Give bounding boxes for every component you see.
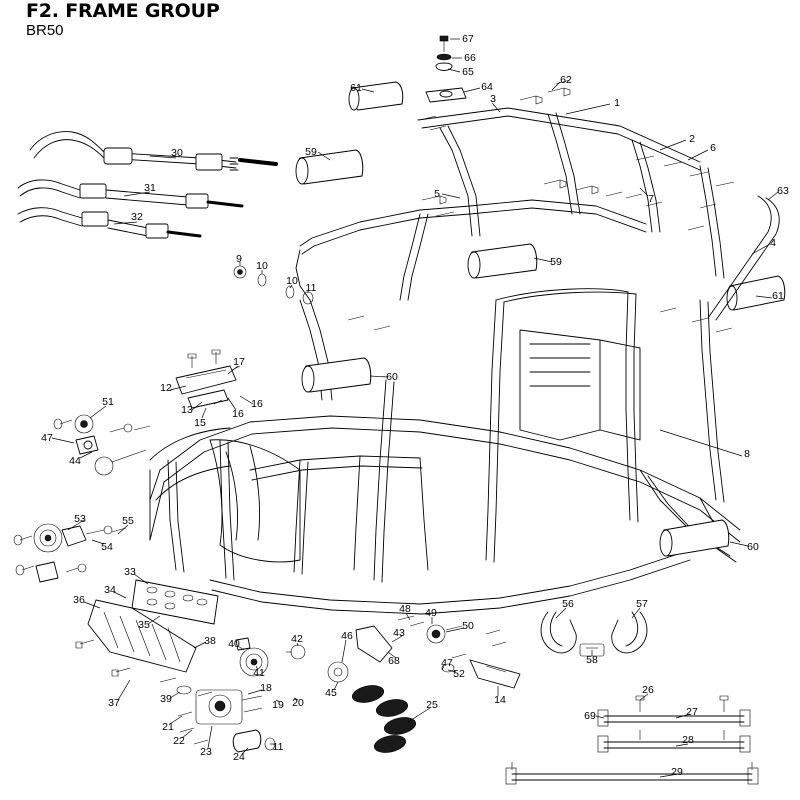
callout-number: 60 (386, 370, 398, 383)
callout-number: 62 (560, 73, 572, 86)
callout-number: 38 (204, 634, 216, 647)
callout-number: 59 (550, 255, 562, 268)
callout-number: 42 (291, 632, 303, 645)
callout-number: 16 (251, 397, 263, 410)
callout-number: 24 (233, 750, 245, 763)
callout-number: 11 (305, 281, 317, 294)
callout-number: 45 (325, 686, 337, 699)
callout-number: 41 (253, 666, 265, 679)
callout-number: 40 (228, 637, 240, 650)
callout-number: 13 (181, 403, 193, 416)
leader-lines (52, 39, 778, 777)
seat (210, 440, 300, 562)
callout-number: 19 (272, 698, 284, 711)
callout-number: 33 (124, 565, 136, 578)
callout-number: 44 (69, 454, 81, 467)
callout-number: 27 (686, 705, 698, 718)
callout-number: 30 (171, 146, 183, 159)
callout-number: 47 (441, 656, 453, 669)
callout-number: 52 (453, 667, 465, 680)
callout-number: 50 (462, 619, 474, 632)
callout-number: 18 (260, 681, 272, 694)
callout-number: 8 (744, 447, 750, 460)
callout-number: 66 (464, 51, 476, 64)
callout-number: 5 (434, 187, 440, 200)
callout-number: 39 (160, 692, 172, 705)
callout-number: 7 (648, 192, 654, 205)
callout-number: 12 (160, 381, 172, 394)
callout-number: 68 (388, 654, 400, 667)
callout-number: 4 (770, 236, 776, 249)
callout-number: 64 (481, 80, 493, 93)
callout-number: 20 (292, 696, 304, 709)
callout-number: 69 (584, 709, 596, 722)
callout-number: 3 (490, 92, 496, 105)
callout-number: 25 (426, 698, 438, 711)
callout-number: 35 (138, 618, 150, 631)
callout-number: 28 (682, 733, 694, 746)
callout-number: 43 (393, 626, 405, 639)
page-subtitle: BR50 (26, 21, 64, 39)
callout-number: 54 (101, 540, 113, 553)
callout-number: 11 (272, 740, 284, 753)
callout-number: 46 (341, 629, 353, 642)
callout-number: 49 (425, 606, 437, 619)
callout-number: 9 (236, 252, 242, 265)
callout-number: 36 (73, 593, 85, 606)
page-title: F2. FRAME GROUP (26, 0, 220, 22)
callout-number: 17 (233, 355, 245, 368)
callout-number: 61 (772, 289, 784, 302)
callout-number: 47 (41, 431, 53, 444)
callout-number: 6 (710, 141, 716, 154)
main-chassis (150, 289, 740, 614)
callout-number: 32 (131, 210, 143, 223)
callout-number: 53 (74, 512, 86, 525)
callout-number: 21 (162, 720, 174, 733)
callout-number: 65 (462, 65, 474, 78)
callout-number: 26 (642, 683, 654, 696)
callout-number: 14 (494, 693, 506, 706)
callout-number: 10 (256, 259, 268, 272)
callout-number: 61 (350, 81, 362, 94)
callout-number: 31 (144, 181, 156, 194)
callout-number: 59 (305, 145, 317, 158)
callout-number: 60 (747, 540, 759, 553)
callout-number: 63 (777, 184, 789, 197)
callout-number: 48 (399, 602, 411, 615)
callout-number: 22 (173, 734, 185, 747)
callout-number: 57 (636, 597, 648, 610)
callout-number: 67 (462, 32, 474, 45)
callout-number: 15 (194, 416, 206, 429)
callout-number: 55 (122, 514, 134, 527)
callout-number: 37 (108, 696, 120, 709)
callout-number: 56 (562, 597, 574, 610)
callout-number: 10 (286, 274, 298, 287)
callout-number: 34 (104, 583, 116, 596)
callout-number: 51 (102, 395, 114, 408)
callout-number: 16 (232, 407, 244, 420)
callout-number: 29 (671, 765, 683, 778)
callout-number: 58 (586, 653, 598, 666)
upper-cross-hoop (470, 200, 646, 232)
callout-number: 1 (614, 96, 620, 109)
callout-number: 23 (200, 745, 212, 758)
callout-number: 2 (689, 132, 695, 145)
